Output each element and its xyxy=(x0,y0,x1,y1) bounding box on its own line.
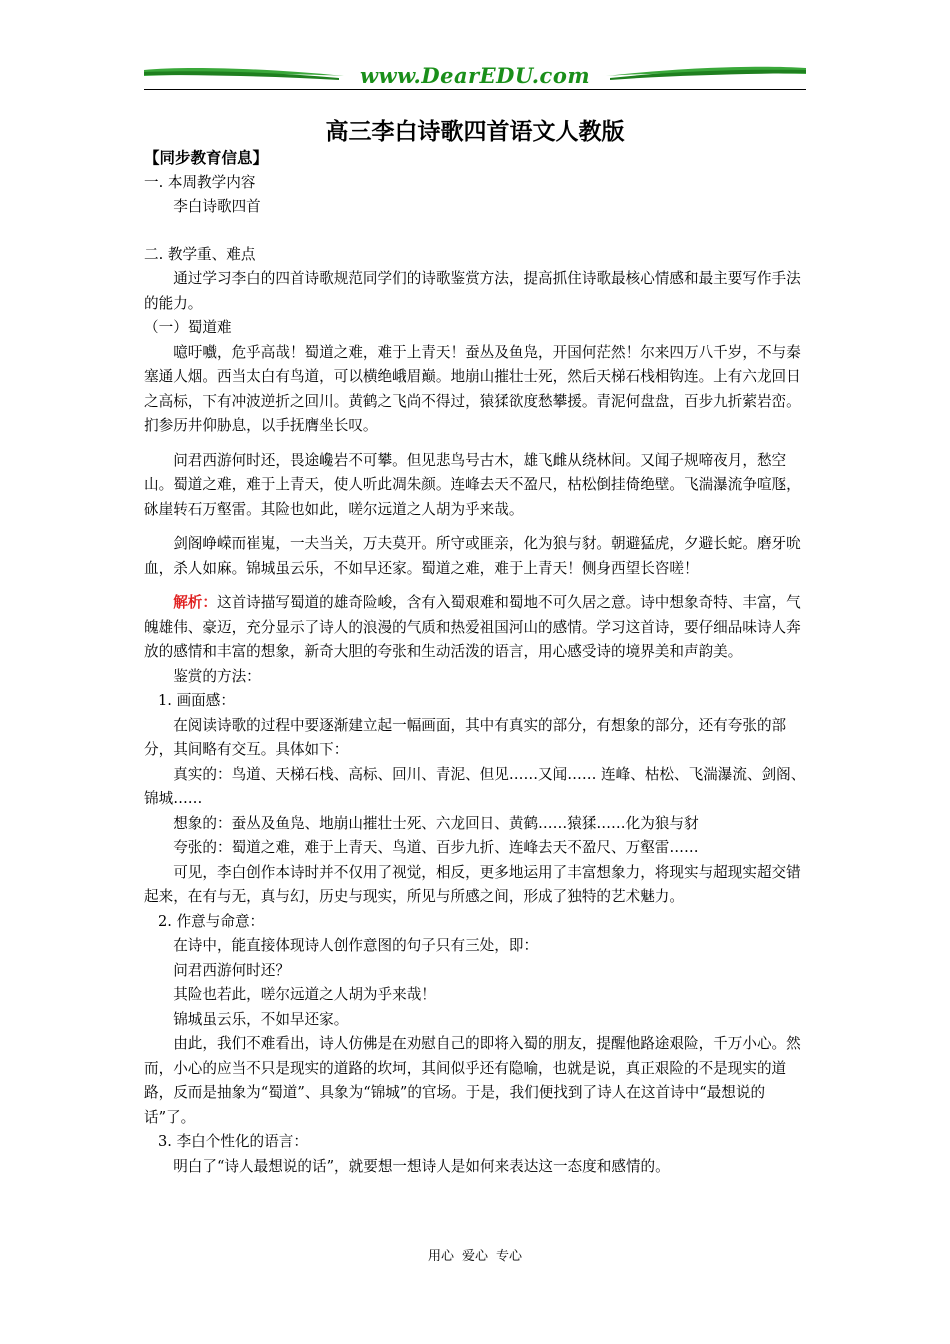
poem-paragraph: 噫吁嚱，危乎高哉！蜀道之难，难于上青天！蚕丛及鱼凫，开国何茫然！尔来四万八千岁，不与秦塞通人烟。西当太白有鸟道，可以横绝峨眉巅。地崩山摧壮士死，然后天梯石栈相钩连。上有六龙回日之高标，下有冲波逆折之回川。黄鹤之飞尚不得过，猿猱欲度愁攀援。青泥何盘盘，百步九折萦岩峦。扪参历井仰胁息，以手抚膺坐长叹。 xyxy=(144,343,801,434)
part1-content: 李白诗歌四首 xyxy=(173,198,261,215)
point1-imagined: 想象的：蚕丛及鱼凫、地崩山摧壮士死、六龙回日、黄鹤……猿猱……化为狼与豺 xyxy=(173,814,699,832)
point1-conclusion: 可见，李白创作本诗时并不仅用了视觉，相反，更多地运用了丰富想象力，将现实与超现实超交错起来，在有与无，真与幻，历史与现实，所见与所感之间，形成了独特的艺术魅力。 xyxy=(144,863,801,905)
point3-intro: 明白了“诗人最想说的话”，就要想一想诗人是如何来表达这一态度和感情的。 xyxy=(173,1157,670,1175)
point1-heading: 1. 画面感： xyxy=(158,692,235,709)
part2-heading: 二. 教学重、难点 xyxy=(144,245,256,263)
page-title: 高三李白诗歌四首语文人教版 xyxy=(325,118,625,145)
poem-paragraph: 问君西游何时还，畏途巉岩不可攀。但见悲鸟号古木，雄飞雌从绕林间。又闻子规啼夜月，愁空山。蜀道之难，难于上青天，使人听此凋朱颜。连峰去天不盈尺，枯松倒挂倚绝壁。飞湍瀑流争喧豗，砯崖转石万壑雷。其险也如此，嗟尔远道之人胡为乎来哉。 xyxy=(144,451,801,518)
section-label: 【同步教育信息】 xyxy=(144,148,269,167)
document-body xyxy=(144,146,807,1179)
point2-conclusion: 由此，我们不难看出，诗人仿佛是在劝慰自己的即将入蜀的朋友，提醒他路途艰险，千万小心。然而，小心的应当不只是现实的道路的坎坷，其间似乎还有隐喻，也就是说，真正艰险的不是现实的道路，反而是抽象为“蜀道”、具象为“锦城”的官场。于是，我们便找到了诗人在这首诗中“最想说的话”了。 xyxy=(144,1035,801,1126)
point1-real: 真实的：鸟道、天梯石栈、高标、回川、青泥、但见……又闻…… 连峰、枯松、飞湍瀑流、剑阁、锦城…… xyxy=(144,765,806,807)
page-header xyxy=(144,62,806,94)
point2-intro: 在诗中，能直接体现诗人创作意图的句子只有三处，即： xyxy=(173,937,539,954)
part1-heading: 一. 本周教学内容 xyxy=(144,173,256,191)
poem-paragraph: 剑阁峥嵘而崔嵬，一夫当关，万夫莫开。所守或匪亲，化为狼与豺。朝避猛虎，夕避长蛇。磨牙吮血，杀人如麻。锦城虽云乐，不如早还家。蜀道之难，难于上青天！侧身西望长咨嗟！ xyxy=(144,535,801,577)
point1-intro: 在阅读诗歌的过程中要逐渐建立起一幅画面，其中有真实的部分，有想象的部分，还有夸张的部分，其间略有交互。具体如下： xyxy=(144,716,787,758)
subsection-heading: （一）蜀道难 xyxy=(144,319,232,336)
analysis-text: 这首诗描写蜀道的雄奇险峻，含有入蜀艰难和蜀地不可久居之意。诗中想象奇特、丰富，气魄雄伟、豪迈，充分显示了诗人的浪漫的气质和热爱祖国河山的感情。学习这首诗，要仔细品味诗人奔放的感情和丰富的想象，新奇大胆的夸张和生动活泼的语言，用心感受诗的境界美和声韵美。 xyxy=(144,594,801,660)
footer-word: 用心 xyxy=(427,1249,454,1264)
footer-word: 爱心 xyxy=(461,1249,488,1264)
point2-line: 锦城虽云乐，不如早还家。 xyxy=(173,1010,349,1028)
part2-intro: 通过学习李白的四首诗歌规范同学们的诗歌鉴赏方法，提高抓住诗歌最核心情感和最主要写作手法的能力。 xyxy=(144,270,801,312)
point2-heading: 2. 作意与命意： xyxy=(158,912,265,930)
spacer xyxy=(144,522,807,532)
point1-exaggerated: 夸张的：蜀道之难，难于上青天、鸟道、百步九折、连峰去天不盈尺、万壑雷…… xyxy=(173,839,699,856)
point3-heading: 3. 李白个性化的语言： xyxy=(158,1133,308,1150)
point2-line: 其险也若此，嗟尔远道之人胡为乎来哉！ xyxy=(173,986,436,1003)
method-heading: 鉴赏的方法： xyxy=(173,667,261,685)
page-footer xyxy=(0,1248,950,1266)
spacer xyxy=(144,439,807,449)
point2-line: 问君西游何时还？ xyxy=(173,961,290,979)
site-logo: www.DearEDU.com xyxy=(359,63,591,88)
spacer xyxy=(144,220,807,243)
spacer xyxy=(144,581,807,591)
footer-word: 专心 xyxy=(496,1249,523,1264)
analysis-label: 解析： xyxy=(173,594,217,611)
header-rule xyxy=(144,89,806,90)
analysis-paragraph xyxy=(144,591,807,665)
